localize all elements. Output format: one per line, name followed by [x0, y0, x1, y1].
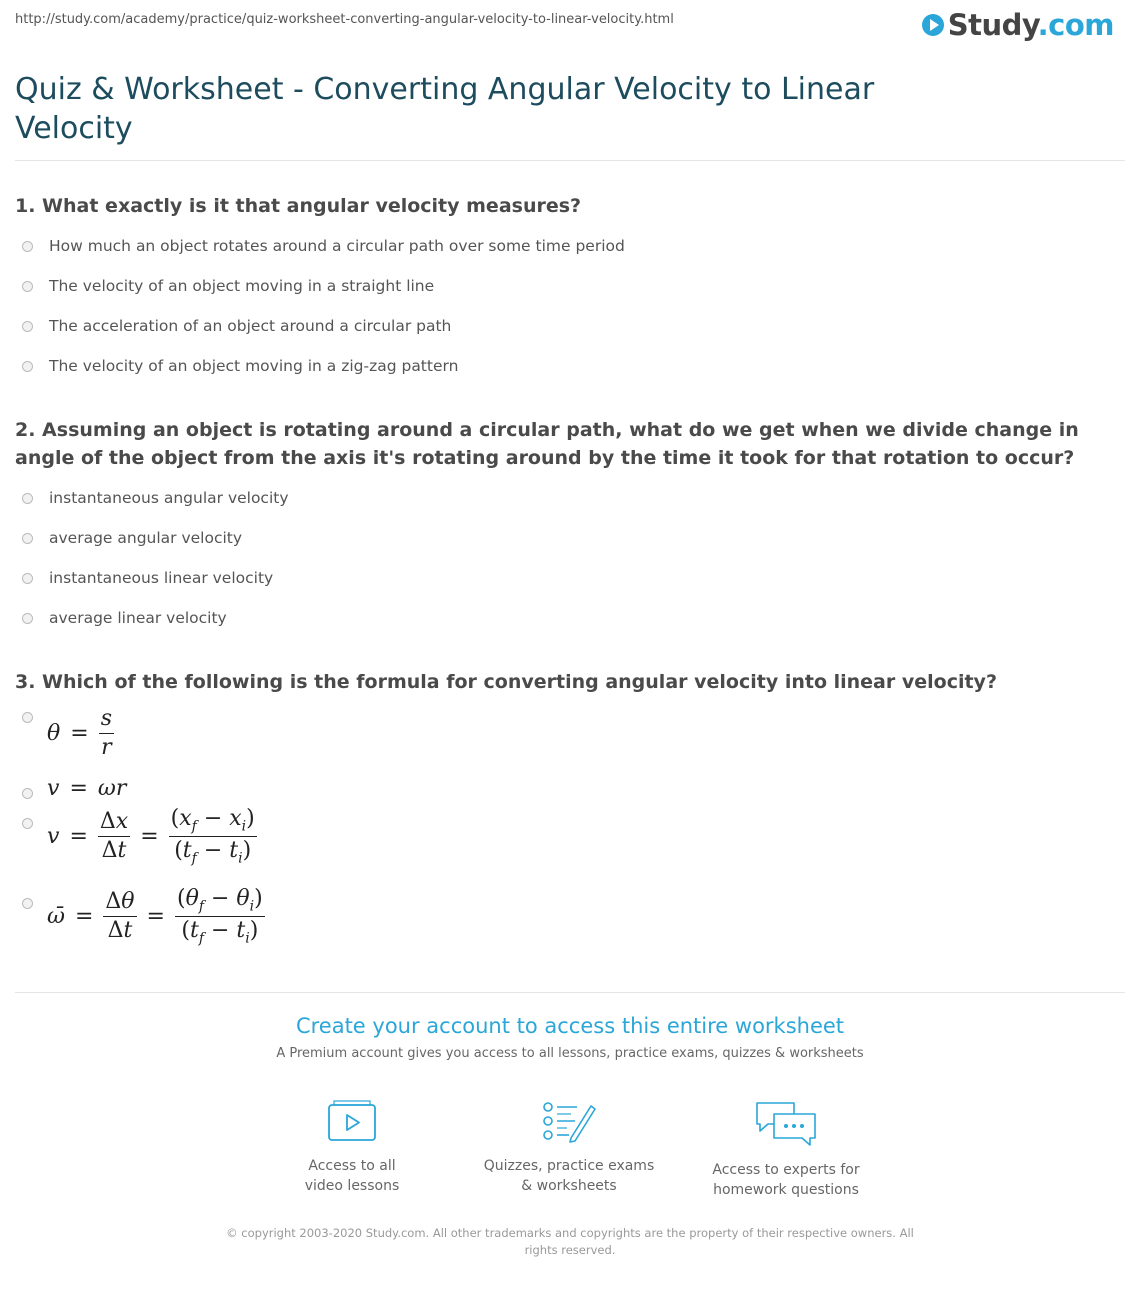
feature-label: Access to experts for homework questions	[712, 1162, 860, 1198]
feature-experts	[676, 1100, 896, 1200]
chat-bubbles-icon	[754, 1100, 818, 1148]
radio-button[interactable]	[22, 361, 33, 372]
study-logo[interactable]	[922, 8, 1114, 42]
divider	[15, 160, 1125, 161]
copyright: © copyright 2003-2020 Study.com. All other trademarks and copyrights are the property of their respective owners. All rights reserved.	[226, 1226, 914, 1257]
formula-linear-velocity: v = $\frac{\Delta x}{\Delta t}$ = $\frac{(x_f - x_i)}{(t_f - t_i)}$	[47, 806, 255, 867]
radio-button[interactable]	[22, 898, 33, 909]
radio-button[interactable]	[22, 493, 33, 504]
cta-title[interactable]: Create your account to access this entire worksheet	[295, 1014, 845, 1038]
answer-option[interactable]	[22, 888, 265, 946]
radio-button[interactable]	[22, 788, 33, 799]
question-1: 1. What exactly is it that angular velocity measures?	[15, 195, 582, 217]
radio-button[interactable]	[22, 712, 33, 723]
feature-video-lessons	[242, 1100, 462, 1196]
question-2: 2. Assuming an object is rotating around a circular path, what do we get when we divide change in angle of the object from the axis it's rotating around by the time it took for that rotation to occur?	[15, 419, 1079, 469]
feature-quizzes	[459, 1100, 679, 1196]
answer-option[interactable]	[22, 529, 242, 547]
radio-button[interactable]	[22, 818, 33, 829]
play-logo-icon	[922, 14, 944, 36]
formula-theta-s-over-r: θ = $\frac{s}{r}$	[47, 706, 112, 760]
formula-v-omega-r: v = ωr	[47, 776, 127, 801]
answer-option[interactable]	[22, 708, 114, 759]
divider	[15, 992, 1125, 993]
radio-button[interactable]	[22, 533, 33, 544]
option-label: average linear velocity	[49, 609, 227, 627]
formula-average-angular-velocity: ω̄ = $\frac{\Delta\theta}{\Delta t}$ = $\frac{(\theta_f - \theta_i)}{(t_f - t_i)}$	[47, 886, 263, 947]
answer-option[interactable]	[22, 609, 227, 627]
cta-subtitle: A Premium account gives you access to all lessons, practice exams, quizzes & worksheets	[276, 1046, 864, 1061]
answer-option[interactable]	[22, 237, 625, 255]
radio-button[interactable]	[22, 281, 33, 292]
feature-label: Quizzes, practice exams & worksheets	[483, 1158, 655, 1194]
page-url: http://study.com/academy/practice/quiz-worksheet-converting-angular-velocity-to-linear-velocity.html	[15, 12, 674, 27]
option-label: instantaneous linear velocity	[49, 569, 274, 587]
option-label: The acceleration of an object around a circular path	[49, 317, 452, 335]
answer-option[interactable]	[22, 808, 257, 866]
option-label: How much an object rotates around a circular path over some time period	[49, 237, 625, 255]
logo-text: Study	[947, 8, 1038, 42]
answer-option[interactable]	[22, 277, 434, 295]
answer-option[interactable]	[22, 357, 458, 375]
logo-dot: .com	[1037, 8, 1114, 42]
option-label: The velocity of an object moving in a straight line	[49, 277, 435, 295]
option-label: instantaneous angular velocity	[49, 489, 289, 507]
page-title: Quiz & Worksheet - Converting Angular Velocity to Linear Velocity	[15, 72, 875, 146]
quiz-checklist-icon	[541, 1100, 597, 1144]
radio-button[interactable]	[22, 321, 33, 332]
feature-label: Access to all video lessons	[304, 1158, 400, 1194]
answer-option[interactable]	[22, 489, 289, 507]
option-label: average angular velocity	[49, 529, 243, 547]
radio-button[interactable]	[22, 241, 33, 252]
radio-button[interactable]	[22, 613, 33, 624]
video-lesson-icon	[326, 1100, 378, 1144]
answer-option[interactable]	[22, 776, 126, 801]
question-3: 3. Which of the following is the formula for converting angular velocity into linear velocity?	[15, 671, 997, 693]
answer-option[interactable]	[22, 569, 273, 587]
option-label: The velocity of an object moving in a zig-zag pattern	[49, 357, 459, 375]
answer-option[interactable]	[22, 317, 451, 335]
radio-button[interactable]	[22, 573, 33, 584]
